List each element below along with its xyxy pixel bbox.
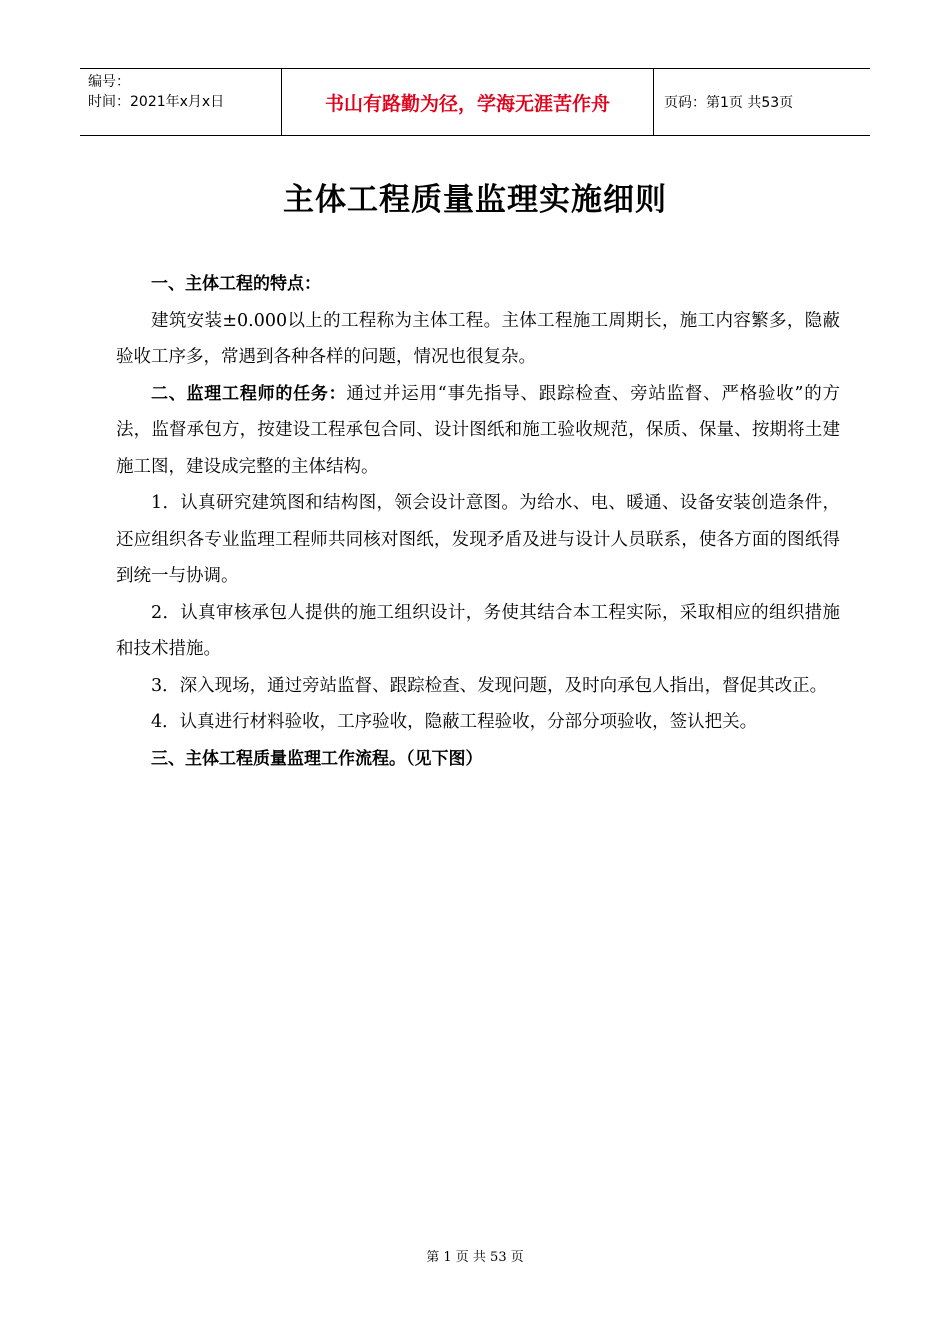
- header-motto: 书山有路勤为径，学海无涯苦作舟: [324, 92, 610, 115]
- task-item-2: 2．认真审核承包人提供的施工组织设计，务使其结合本工程实际，采取相应的组织措施和技术措施。: [116, 602, 840, 659]
- page-footer: 第 1 页 共 53 页: [426, 1250, 524, 1265]
- section-2-paragraph: [116, 376, 840, 486]
- header-page-cell: [654, 69, 870, 135]
- section-3-heading: 三、主体工程质量监理工作流程。（见下图）: [151, 748, 483, 769]
- header-page-info: 页码：第1页 共53页: [664, 95, 794, 111]
- header-meta-cell: [80, 69, 281, 135]
- task-item-1: 1．认真研究建筑图和结构图，领会设计意图。为给水、电、暖通、设备安装创造条件，还应组织各专业监理工程师共同核对图纸，发现矛盾及进与设计人员联系，使各方面的图纸得到统一与协调。: [116, 493, 840, 586]
- document-title: 主体工程质量监理实施细则: [283, 182, 667, 218]
- section-1-heading: 一、主体工程的特点：: [151, 274, 321, 294]
- document-body: [116, 266, 840, 777]
- number-label: 编号：: [88, 74, 130, 90]
- task-item-3: 3．深入现场，通过旁站监督、跟踪检查、发现问题，及时向承包人指出，督促其改正。: [151, 675, 828, 696]
- section-2-heading: 二、监理工程师的任务：: [151, 383, 347, 404]
- document-header-table: [80, 68, 870, 136]
- task-item-4: 4．认真进行材料验收，工序验收，隐蔽工程验收，分部分项验收，签认把关。: [151, 712, 758, 732]
- section-2-body: 通过并运用“事先指导、跟踪检查、旁站监督、严格验收”的方法，监督承包方，按建设工程承包合同、设计图纸和施工验收规范，保质、保量、按期将土建施工图，建设成完整的主体结构。: [116, 383, 840, 477]
- section-1-body: 建筑安装±0.000以上的工程称为主体工程。主体工程施工周期长，施工内容繁多，隐蔽验收工序多，常遇到各种各样的问题，情况也很复杂。: [116, 310, 840, 367]
- time-label: 时间：2021年x月x日: [88, 94, 225, 110]
- header-motto-cell: [281, 69, 654, 135]
